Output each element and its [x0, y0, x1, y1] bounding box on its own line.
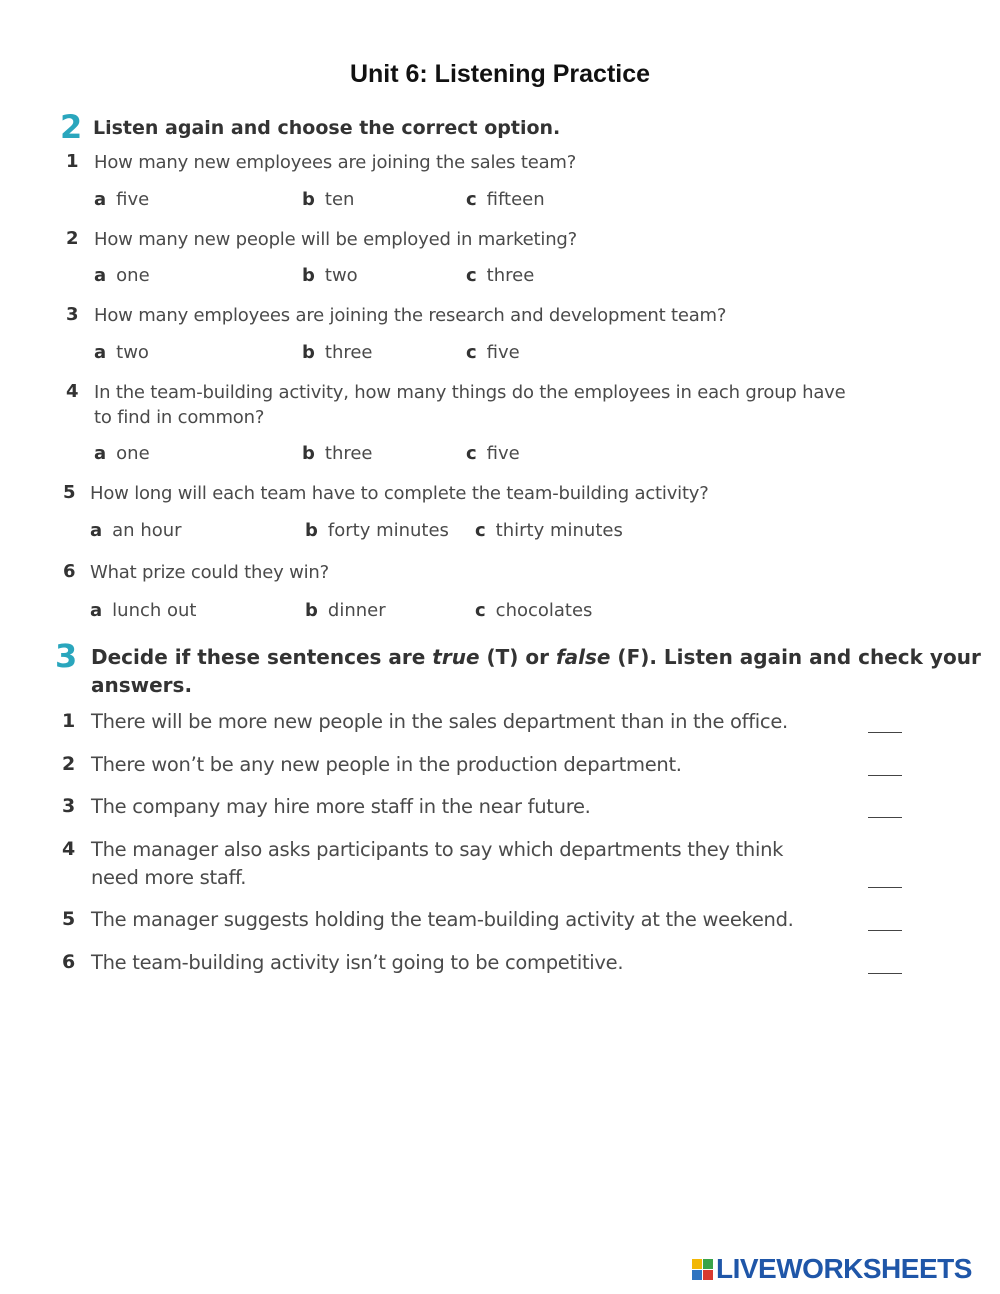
question-4-option-c[interactable] — [466, 443, 520, 464]
heading-false-word: false — [555, 645, 611, 669]
question-6-text: What prize could they win? — [90, 562, 329, 583]
page-title: Unit 6: Listening Practice — [349, 60, 651, 88]
tf-2-answer-blank[interactable] — [868, 775, 902, 776]
tf-6-text: The team-building activity isn’t going to be competitive. — [91, 951, 624, 974]
question-5-option-c[interactable] — [475, 520, 623, 541]
tf-3-answer-blank[interactable] — [868, 817, 902, 818]
question-6-option-b[interactable] — [305, 600, 386, 621]
option-text: one — [116, 265, 150, 286]
heading-part: (T) or — [479, 645, 556, 669]
option-letter: a — [94, 189, 107, 210]
option-text: ten — [324, 189, 355, 210]
question-2-option-a[interactable] — [94, 265, 150, 286]
tf-6-answer-blank[interactable] — [868, 973, 902, 974]
option-text: an hour — [112, 520, 182, 541]
question-2-option-b[interactable] — [302, 265, 358, 286]
heading-true-word: true — [432, 645, 480, 669]
logo-square-yellow — [692, 1259, 702, 1269]
option-letter: b — [305, 520, 318, 541]
option-letter: b — [302, 189, 315, 210]
section-2-heading: Listen again and choose the correct option. — [93, 117, 561, 139]
tf-5-text: The manager suggests holding the team-building activity at the weekend. — [91, 908, 794, 931]
section-3-heading — [91, 643, 981, 671]
question-5-option-a[interactable] — [90, 520, 182, 541]
option-letter: c — [466, 265, 477, 286]
option-text: one — [116, 443, 150, 464]
option-letter: b — [302, 342, 315, 363]
tf-6-number: 6 — [62, 951, 76, 973]
option-letter: b — [302, 443, 315, 464]
option-text: lunch out — [112, 600, 197, 621]
option-letter: c — [475, 600, 486, 621]
liveworksheets-logo — [692, 1252, 972, 1286]
option-letter: a — [94, 443, 107, 464]
question-2-option-c[interactable] — [466, 265, 534, 286]
option-letter: c — [466, 189, 477, 210]
logo-square-blue — [692, 1270, 702, 1280]
option-text: five — [486, 443, 520, 464]
logo-square-red — [703, 1270, 713, 1280]
question-1-number: 1 — [66, 151, 79, 172]
question-2-number: 2 — [66, 228, 79, 249]
question-6-number: 6 — [63, 561, 76, 582]
question-5-option-b[interactable] — [305, 520, 449, 541]
tf-4-number: 4 — [62, 838, 76, 860]
tf-2-text: There won’t be any new people in the production department. — [91, 753, 682, 776]
question-6-option-a[interactable] — [90, 600, 196, 621]
question-1-option-a[interactable] — [94, 189, 149, 210]
question-4-number: 4 — [66, 381, 79, 402]
option-letter: c — [466, 443, 477, 464]
liveworksheets-logo-icon — [692, 1259, 713, 1280]
option-letter: a — [90, 600, 103, 621]
tf-5-answer-blank[interactable] — [868, 930, 902, 931]
option-text: two — [324, 265, 358, 286]
question-6-option-c[interactable] — [475, 600, 592, 621]
tf-4-answer-blank[interactable] — [868, 887, 902, 888]
option-text: dinner — [327, 600, 386, 621]
tf-5-number: 5 — [62, 908, 76, 930]
option-letter: b — [302, 265, 315, 286]
question-3-number: 3 — [66, 304, 79, 325]
option-letter: c — [475, 520, 486, 541]
tf-1-number: 1 — [62, 710, 76, 732]
option-text: three — [324, 342, 373, 363]
question-1-option-c[interactable] — [466, 189, 545, 210]
question-3-text: How many employees are joining the research and development team? — [94, 305, 727, 326]
question-4-option-b[interactable] — [302, 443, 373, 464]
option-letter: b — [305, 600, 318, 621]
tf-3-text: The company may hire more staff in the near future. — [91, 795, 591, 818]
question-3-option-b[interactable] — [302, 342, 373, 363]
question-3-option-c[interactable] — [466, 342, 520, 363]
option-text: five — [486, 342, 520, 363]
tf-4-text-line2: need more staff. — [91, 866, 247, 889]
option-letter: c — [466, 342, 477, 363]
logo-square-green — [703, 1259, 713, 1269]
heading-part: Decide if these sentences are — [91, 645, 433, 669]
question-1-text: How many new employees are joining the sales team? — [94, 152, 577, 173]
liveworksheets-logo-text: LIVEWORKSHEETS — [716, 1253, 972, 1284]
heading-part: (F). Listen again and check your — [610, 645, 981, 669]
option-text: two — [116, 342, 149, 363]
option-text: fifteen — [486, 189, 545, 210]
tf-3-number: 3 — [62, 795, 76, 817]
option-letter: a — [94, 265, 107, 286]
option-letter: a — [94, 342, 107, 363]
option-text: thirty minutes — [495, 520, 623, 541]
question-5-text: How long will each team have to complete the team-building activity? — [90, 483, 709, 504]
option-text: three — [486, 265, 535, 286]
option-text: three — [324, 443, 373, 464]
option-text: five — [116, 189, 150, 210]
tf-2-number: 2 — [62, 753, 76, 775]
question-4-text-line2: to find in common? — [94, 407, 265, 428]
question-4-text-line1: In the team-building activity, how many things do the employees in each group have — [94, 382, 846, 403]
option-letter: a — [90, 520, 103, 541]
section-3-heading-line2: answers. — [91, 673, 193, 697]
option-text: chocolates — [495, 600, 593, 621]
section-2-number: 2 — [60, 108, 83, 146]
option-text: forty minutes — [327, 520, 449, 541]
question-5-number: 5 — [63, 482, 76, 503]
question-2-text: How many new people will be employed in marketing? — [94, 229, 577, 250]
tf-1-text: There will be more new people in the sales department than in the office. — [91, 710, 788, 733]
question-1-option-b[interactable] — [302, 189, 354, 210]
question-4-option-a[interactable] — [94, 443, 150, 464]
tf-1-answer-blank[interactable] — [868, 732, 902, 733]
tf-4-text-line1: The manager also asks participants to say which departments they think — [91, 838, 784, 861]
section-3-number: 3 — [55, 637, 78, 675]
question-3-option-a[interactable] — [94, 342, 149, 363]
